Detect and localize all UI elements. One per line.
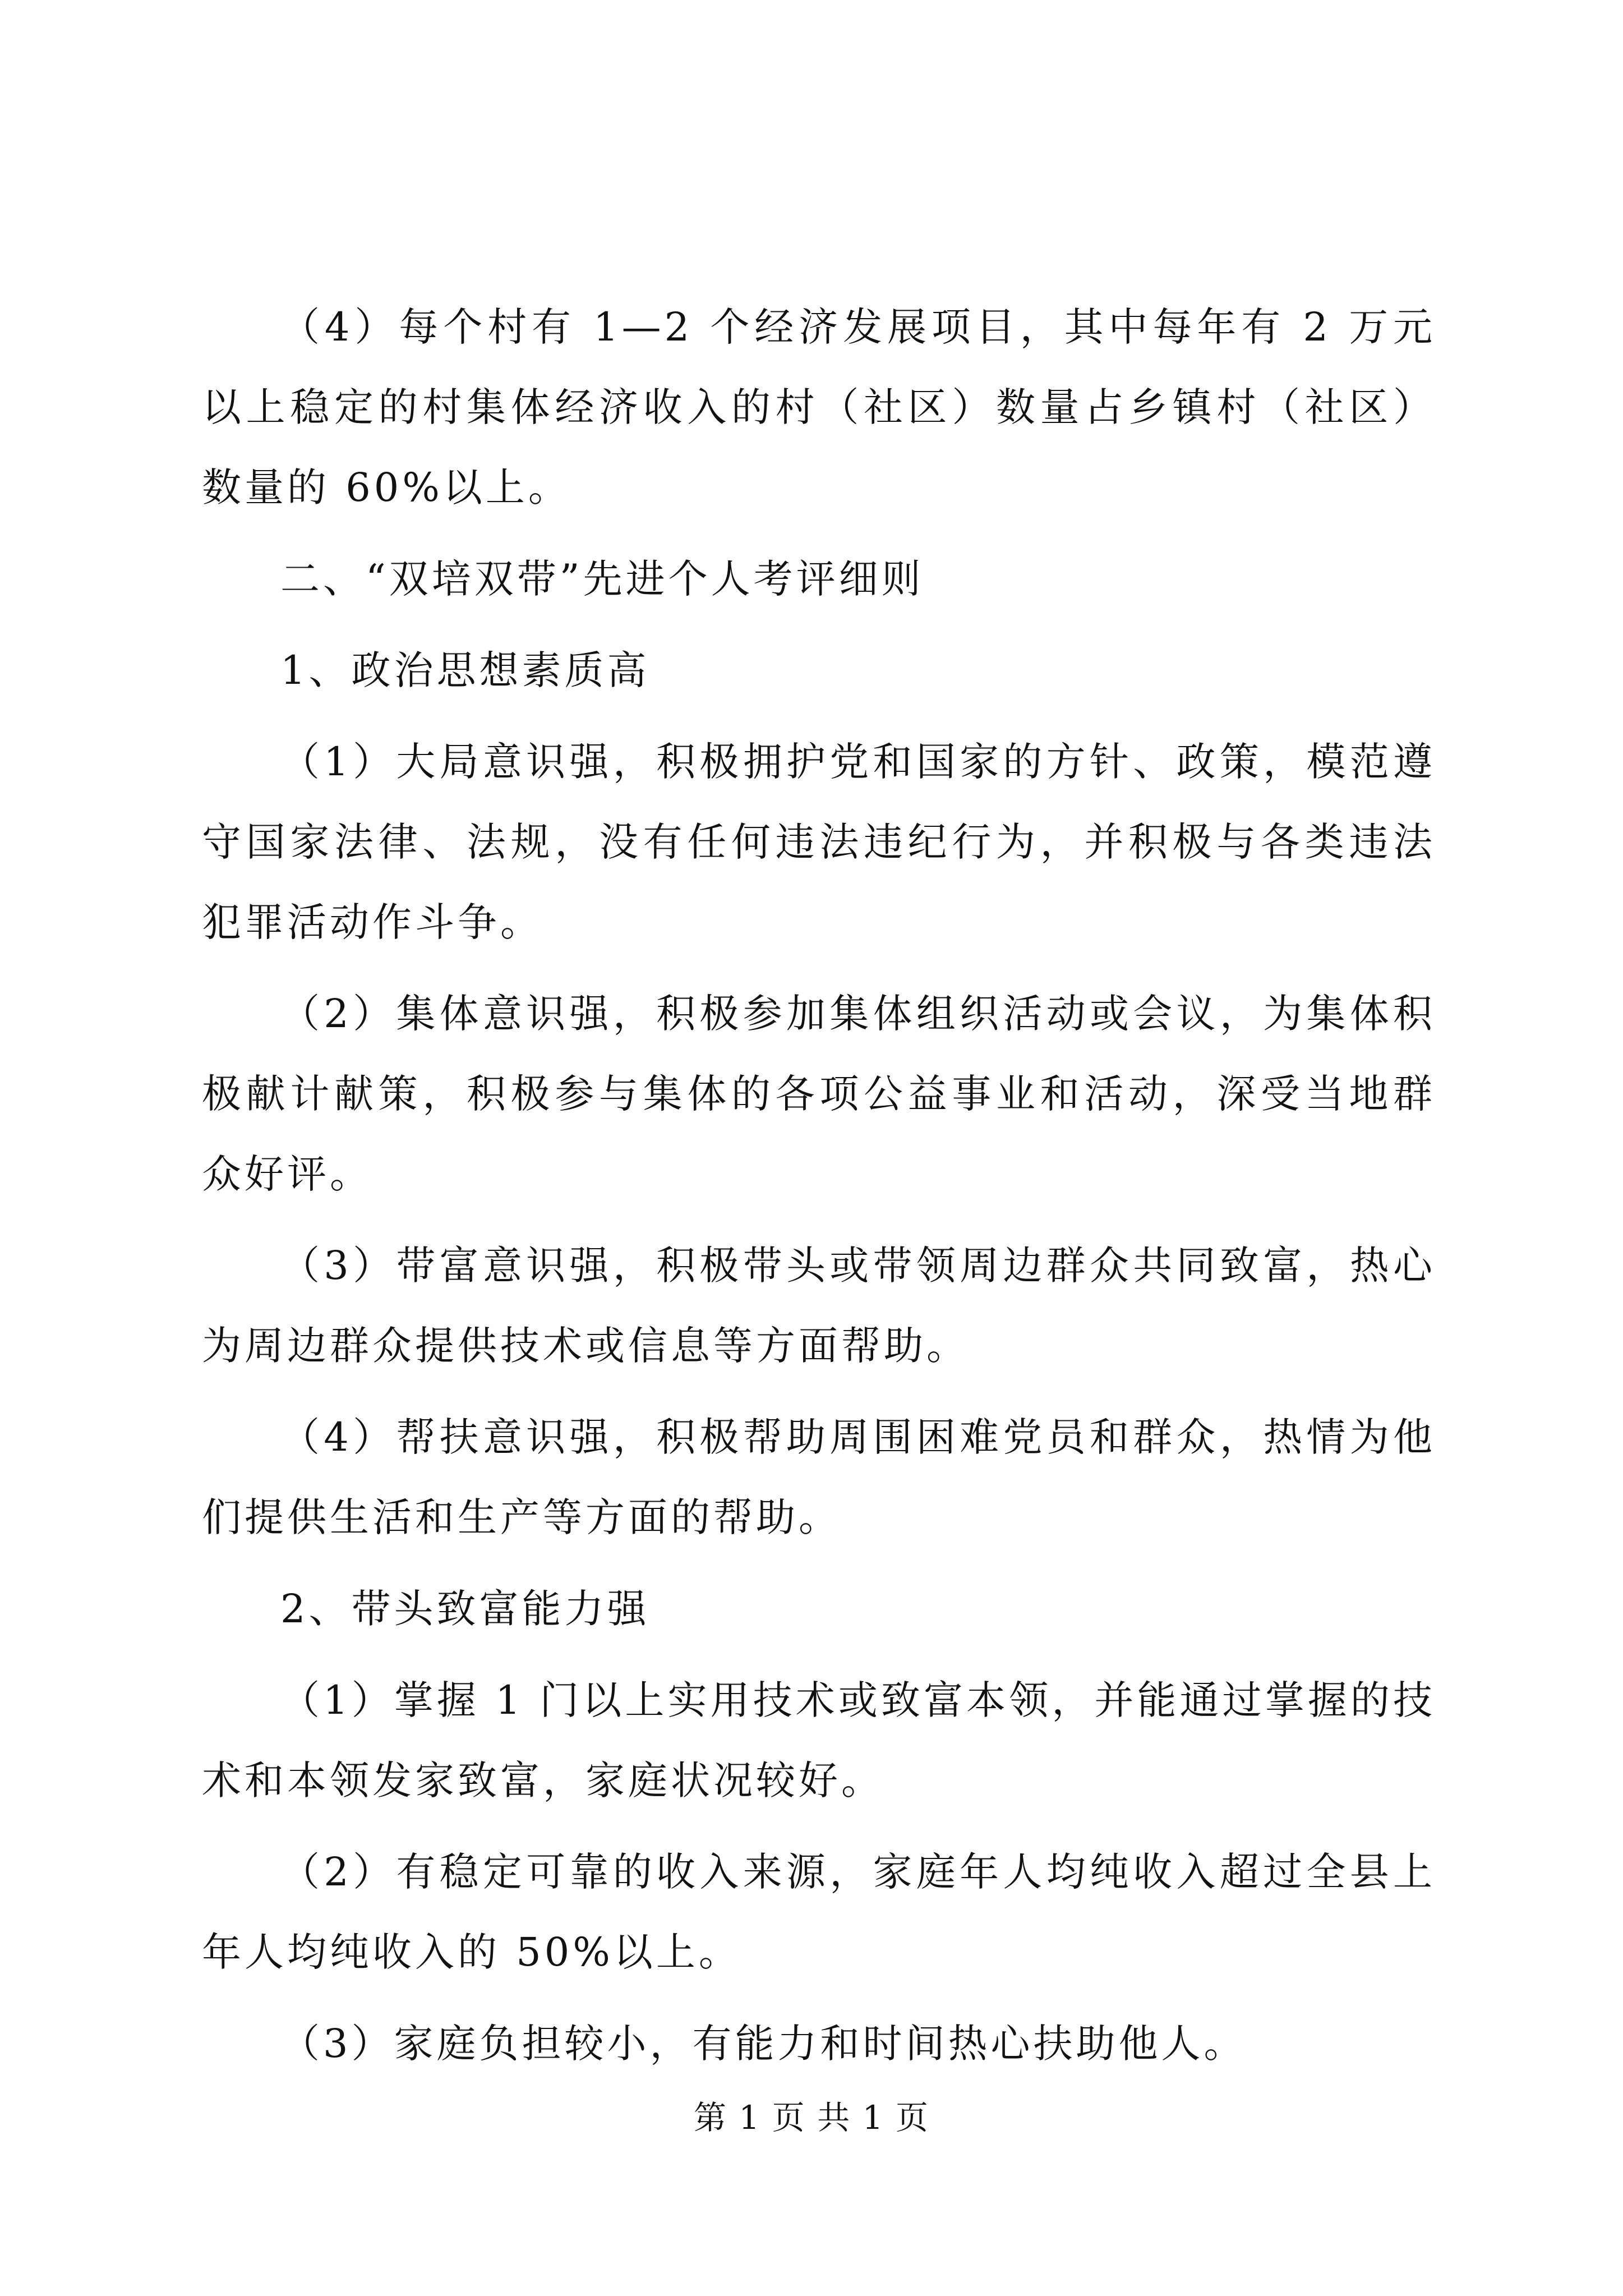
paragraph-family-burden: （3）家庭负担较小，有能力和时间热心扶助他人。 xyxy=(280,2021,1247,2067)
paragraph-overall-awareness: （1）大局意识强，积极拥护党和国家的方针、政策，模范遵守国家法律、法规，没有任何违法违纪行为，并积极与各类违法犯罪活动作斗争。 xyxy=(202,739,1436,945)
paragraph-item-4-economic-projects: （4）每个村有 1—2 个经济发展项目，其中每年有 2 万元以上稳定的村集体经济收入的村（社区）数量占乡镇村（社区）数量的 60%以上。 xyxy=(202,304,1436,510)
paragraph-practical-skills: （1）掌握 1 门以上实用技术或致富本领，并能通过掌握的技术和本领发家致富，家庭状况较好。 xyxy=(202,1677,1436,1803)
page-number-footer: 第 1 页 共 1 页 xyxy=(694,2099,929,2137)
paragraph-assistance-awareness: （4）帮扶意识强，积极帮助周围困难党员和群众，热情为他们提供生活和生产等方面的帮助。 xyxy=(202,1414,1436,1540)
subsection-heading-political-quality: 1、政治思想素质高 xyxy=(280,647,650,693)
document-body xyxy=(202,287,1436,2095)
paragraph-collective-awareness: （2）集体意识强，积极参加集体组织活动或会议，为集体积极献计献策，积极参与集体的各项公益事业和活动，深受当地群众好评。 xyxy=(202,991,1436,1197)
paragraph-stable-income: （2）有稳定可靠的收入来源，家庭年人均纯收入超过全县上年人均纯收入的 50%以上。 xyxy=(202,1849,1436,1975)
paragraph-prosperity-awareness: （3）带富意识强，积极带头或带领周边群众共同致富，热心为周边群众提供技术或信息等方面帮助。 xyxy=(202,1243,1436,1369)
subsection-heading-leadership-ability: 2、带头致富能力强 xyxy=(280,1586,650,1632)
section-heading-individual-criteria: 二、“双培双带”先进个人考评细则 xyxy=(280,556,924,602)
